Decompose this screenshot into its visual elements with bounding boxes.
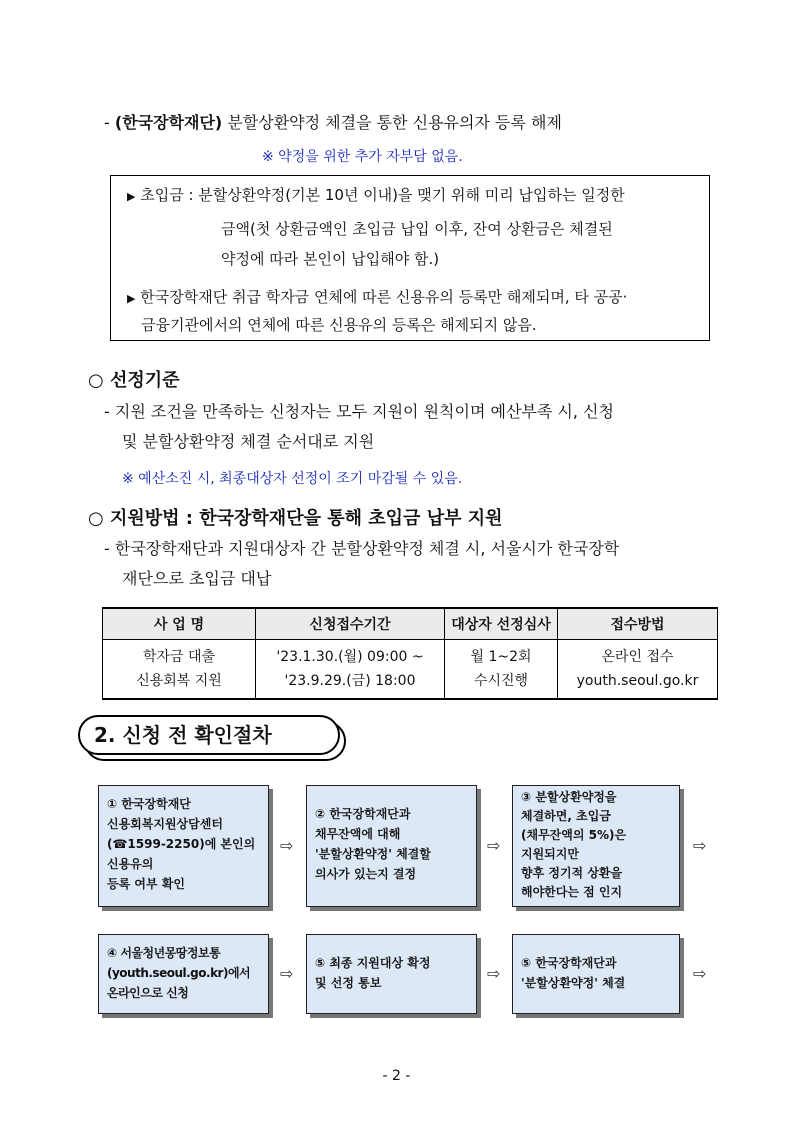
step-line: 신용유의 xyxy=(107,857,154,871)
intro-dash: - xyxy=(104,113,110,132)
right-arrow-icon: ⇨ xyxy=(280,836,294,855)
step-4-box xyxy=(98,934,269,1014)
step-line: 채무잔액에 대해 xyxy=(315,827,401,841)
step-2-text xyxy=(315,804,431,884)
step-3-box xyxy=(512,785,680,907)
right-arrow-icon: ⇨ xyxy=(487,964,501,983)
cell-line: 신용회복 지원 xyxy=(136,673,222,689)
step-line: ⑤ 최종 지원대상 확정 xyxy=(315,956,431,970)
table-cell-period xyxy=(256,640,445,700)
schedule-table xyxy=(102,607,718,700)
step-line: 등록 여부 확인 xyxy=(107,877,185,891)
step-line: 체결하면, 초입금 xyxy=(521,809,611,823)
step-line: 의사가 있는지 결정 xyxy=(315,867,417,881)
step-line: 및 선정 통보 xyxy=(315,976,382,990)
note-item-1 xyxy=(127,184,625,208)
step-2-box xyxy=(306,785,477,907)
step-line: ④ 서울청년몽땅정보통 xyxy=(107,946,221,960)
step-1-box xyxy=(98,785,269,907)
note-item-1-line3: 약정에 따라 본인이 납입해야 함.) xyxy=(221,250,440,268)
step-line: ① 한국장학재단 xyxy=(107,797,191,811)
cell-line: '23.1.30.(월) 09:00 ~ xyxy=(276,649,424,665)
step-line: ② 한국장학재단과 xyxy=(315,807,411,821)
page-number: - 2 - xyxy=(382,1068,411,1084)
note-item-1-line1: 초입금 : 분할상환약정(기본 10년 이내)을 맺기 위해 미리 납입하는 일정한 xyxy=(140,186,625,204)
method-line2: 재단으로 초입금 대납 xyxy=(122,569,272,588)
step-line: '분할상환약정' 체결할 xyxy=(315,847,431,861)
cell-line: 온라인 접수 xyxy=(601,649,674,665)
step-line: 향후 정기적 상환을 xyxy=(521,866,623,880)
table-header: 사 업 명 xyxy=(103,608,256,640)
step-line: (☎1599-2250)에 본인의 xyxy=(107,837,256,851)
note-item-2-line1: 한국장학재단 취급 학자금 연체에 따른 신용유의 등록만 해제되며, 타 공공· xyxy=(140,288,628,306)
method-heading: ○ 지원방법 : 한국장학재단을 통해 초입금 납부 지원 xyxy=(88,508,503,529)
step-line: '분할상환약정' 체결 xyxy=(521,976,626,990)
step-line: 해야한다는 점 인지 xyxy=(521,885,623,899)
intro-note: ※ 약정을 위한 추가 자부담 없음. xyxy=(262,149,463,165)
step-5-text xyxy=(315,953,430,993)
criteria-note: ※ 예산소진 시, 최종대상자 선정이 조기 마감될 수 있음. xyxy=(122,471,463,487)
step-line: ③ 분할상환약정을 xyxy=(521,790,617,804)
intro-text: 분할상환약정 체결을 통한 신용유의자 등록 해제 xyxy=(227,113,562,132)
right-arrow-icon: ⇨ xyxy=(280,964,294,983)
table-cell-program xyxy=(103,640,256,700)
step-3-text xyxy=(521,788,626,902)
table-header: 대상자 선정심사 xyxy=(445,608,558,640)
step-line: ⑤ 한국장학재단과 xyxy=(521,956,617,970)
table-header: 신청접수기간 xyxy=(256,608,445,640)
bullet-icon: ▶ xyxy=(127,292,136,305)
step-line: (채무잔액의 5%)은 xyxy=(521,828,627,842)
cell-line: '23.9.29.(금) 18:00 xyxy=(284,673,416,689)
method-line1: - 한국장학재단과 지원대상자 간 분할상환약정 체결 시, 서울시가 한국장학 xyxy=(104,539,620,558)
intro-line xyxy=(104,111,562,135)
table-cell-review xyxy=(445,640,558,700)
criteria-line2: 및 분할상환약정 체결 순서대로 지원 xyxy=(122,432,375,451)
table-header-row xyxy=(103,608,718,640)
cell-line: youth.seoul.go.kr xyxy=(576,673,699,689)
note-item-2-line2: 금융기관에서의 연체에 따른 신용유의 등록은 해제되지 않음. xyxy=(141,316,537,334)
right-arrow-icon: ⇨ xyxy=(693,964,707,983)
criteria-heading: ○ 선정기준 xyxy=(88,370,180,391)
right-arrow-icon: ⇨ xyxy=(487,836,501,855)
cell-line: 수시진행 xyxy=(473,673,529,689)
right-arrow-icon: ⇨ xyxy=(693,836,707,855)
note-box xyxy=(110,175,710,341)
cell-line: 월 1~2회 xyxy=(470,649,532,665)
table-cell-method xyxy=(558,640,718,700)
step-line: (youth.seoul.go.kr)에서 xyxy=(107,966,251,980)
step-1-text xyxy=(107,794,255,894)
section2-title: 2. 신청 전 확인절차 xyxy=(78,715,340,755)
step-5-box xyxy=(306,934,477,1014)
step-line: 신용회복지원상담센터 xyxy=(107,817,223,831)
section2-heading xyxy=(78,715,346,761)
table-header: 접수방법 xyxy=(558,608,718,640)
note-item-1-line2: 금액(첫 상환금액인 초입금 납입 이후, 잔여 상환금은 체결된 xyxy=(221,220,613,238)
step-4-text xyxy=(107,943,250,1003)
note-item-2 xyxy=(127,286,627,310)
step-line: 지원되지만 xyxy=(521,847,579,861)
bullet-icon: ▶ xyxy=(127,190,136,203)
criteria-line1: - 지원 조건을 만족하는 신청자는 모두 지원이 원칙이며 예산부족 시, 신청 xyxy=(104,402,614,421)
table-row xyxy=(103,640,718,700)
step-6-text xyxy=(521,953,625,993)
intro-org: (한국장학재단) xyxy=(114,113,223,132)
step-6-box xyxy=(512,934,680,1014)
step-line: 온라인으로 신청 xyxy=(107,986,189,1000)
cell-line: 학자금 대출 xyxy=(142,649,216,665)
